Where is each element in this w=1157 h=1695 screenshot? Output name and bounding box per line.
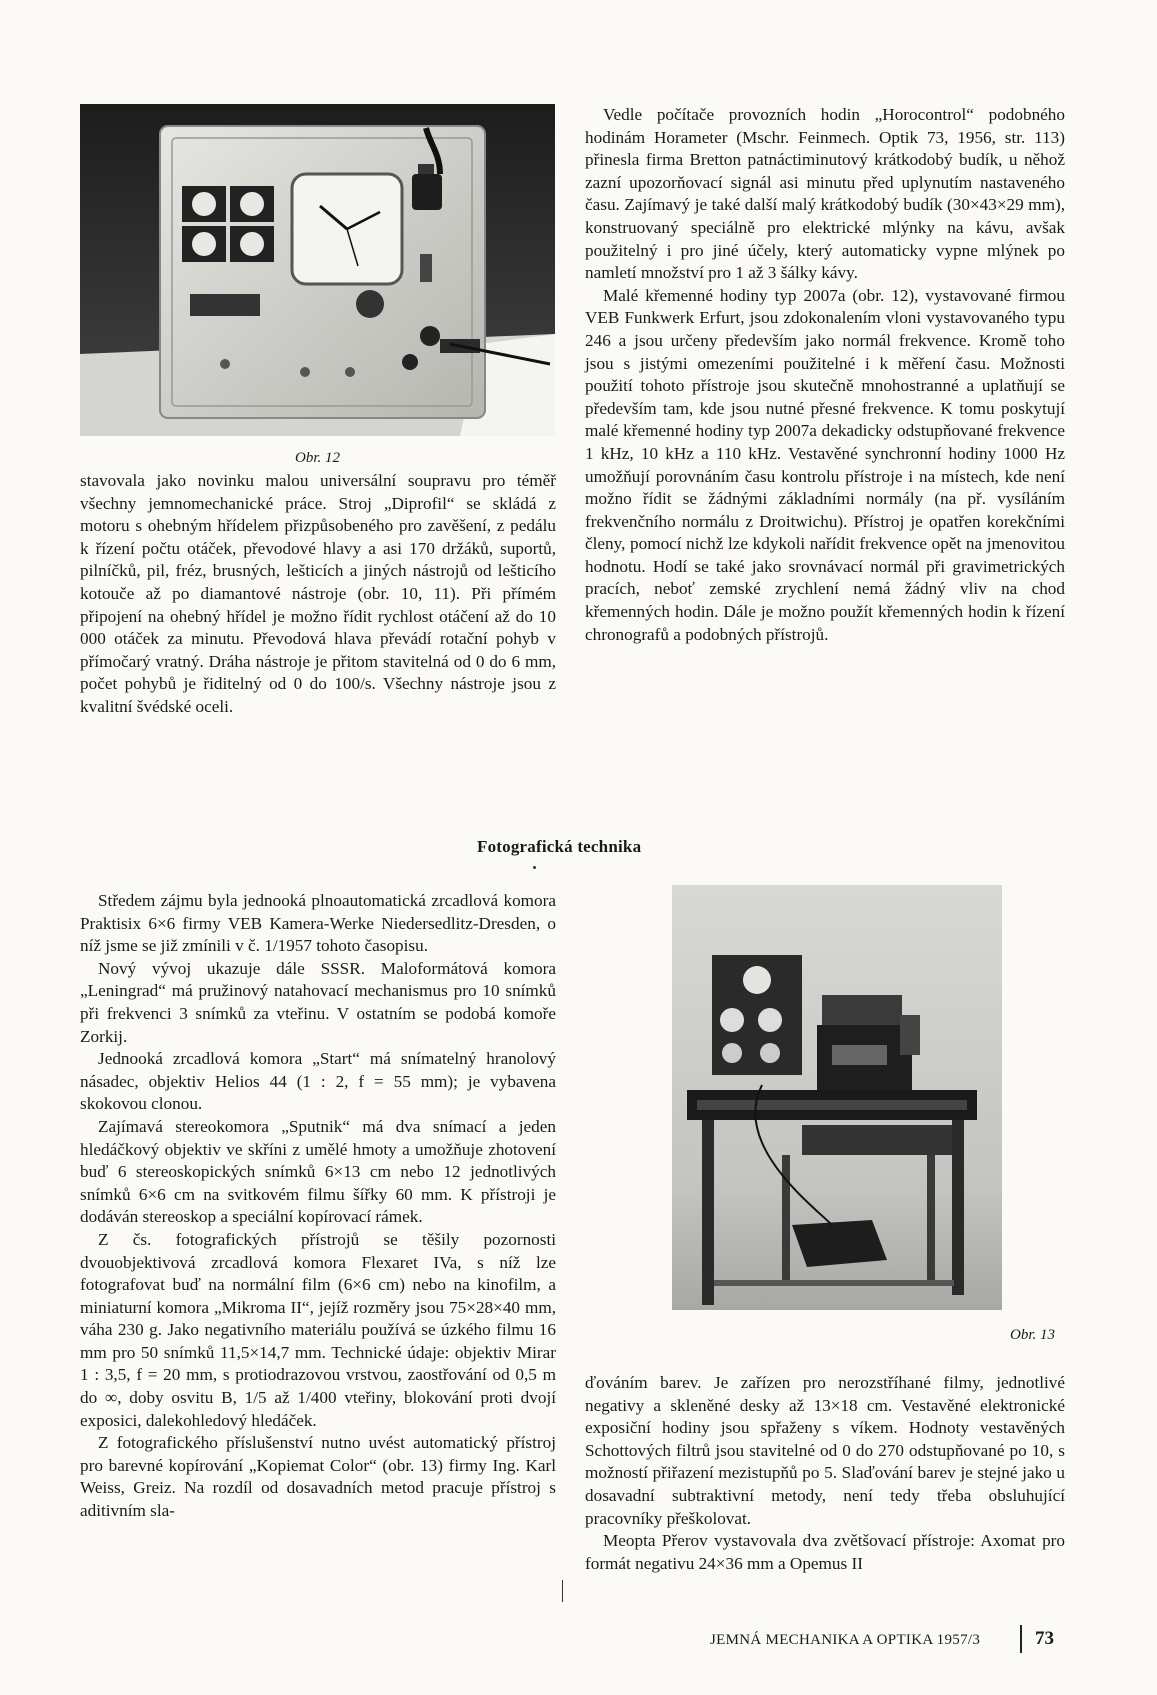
bottom-left-paragraph-5: Z čs. fotografických přístrojů se těšily pozornosti dvouobjektivová zrcadlová komora Flexaret IVa, s níž lze fotografovat buď na normální film (6×6 cm) nebo na kinofilm, a miniaturní komora „Mikroma II“, jejíž rozměry jsou 75×28×40 mm, váha 230 g. Jako negativního materiálu používá se úzkého filmu 16 mm pro 50 snímků 11,5×14,7 mm. Technické údaje: objektiv Mirar 1 : 3,5, f = 20 mm, s protiodrazovou vrstvou, zaostřování od 0,5 m do ∞, doby osvitu B, 1/5 až 1/400 vteřiny, blokování proti dvojí exposici, dalekohledový hledáček. bbox=[80, 1229, 556, 1430]
figure-12-photo bbox=[80, 104, 555, 436]
figure-13-photo bbox=[672, 885, 1002, 1310]
top-right-paragraph-1: Vedle počítače provozních hodin „Horocontrol“ podobného hodinám Horameter (Mschr. Feinmech. Optik 73, 1956, str. 113) přinesla firma Bretton patnáctiminutový krátkodobý budík, u něhož zazní upozorňovací signál asi minutu před uplynutím nastaveného času. Zajímavý je také další malý krátkodobý budík (30×43×29 mm), konstruovaný speciálně pro elektrické mlýnky na kávu, avšak použitelný i pro jiné účely, který automaticky vypne mlýnek po namletí množství pro 1 až 3 šálky kávy. bbox=[585, 105, 1065, 283]
bottom-left-paragraph-3: Jednooká zrcadlová komora „Start“ má snímatelný hranolový násadec, objektiv Helios 44 (1 : 2, f = 55 mm); je vybavena skokovou clonou. bbox=[80, 1049, 556, 1114]
bottom-right-column bbox=[585, 1372, 1065, 1575]
bottom-left-column bbox=[80, 890, 556, 1523]
section-divider-dot bbox=[533, 866, 536, 869]
page-number: 73 bbox=[1035, 1628, 1054, 1649]
top-left-paragraph-1: stavovala jako novinku malou universální soupravu pro téměř všechny jemnomechanické práce. Stroj „Diprofil“ se skládá z motoru s ohebným hřídelem přizpůsobeného pro zavěšení, z pedálu k řízení počtu otáček, převodové hlavy a asi 170 držáků, suportů, pilníčků, pil, fréz, brusných, lešticích a jiných nástrojů od lešticího kotouče až po diamantové nástroje (obr. 10, 11). Při přímém připojení na ohebný hřídel je možno řídit rychlost otáčení až do 10 000 otáček za minutu. Převodová hlava převádí rotační pohyb v přímočarý vratný. Dráha nástroje je přitom stavitelná od 0 do 6 mm, počet pohybů je řiditelný od 0 do 100/s. Všechny nástroje jsou z kvalitní švédské oceli. bbox=[80, 471, 556, 716]
top-left-column bbox=[80, 470, 556, 719]
journal-footer: JEMNÁ MECHANIKA A OPTIKA 1957/3 bbox=[710, 1632, 981, 1648]
bottom-left-paragraph-6: Z fotografického příslušenství nutno uvést automatický přístroj pro barevné kopírování „Kopiemat Color“ (obr. 13) firmy Ing. Karl Weiss, Greiz. Na rozdíl od dosavadních metod pracuje přístroj s aditivním sla- bbox=[80, 1433, 556, 1521]
column-divider bbox=[562, 1580, 563, 1602]
top-right-paragraph-2: Malé křemenné hodiny typ 2007a (obr. 12), vystavované firmou VEB Funkwerk Erfurt, jsou zdokonalením vloni vystavovaného typu 246 a jsou určeny především jako normál frekvence. Kromě toho jsou s jistými omezeními použitelné i k měření času. Možnosti použití tohoto přístroje jsou skutečně mnohostranné a uplatňují se především tam, kde jsou nutné přesné frekvence. K tomu poskytují malé křemenné hodiny typ 2007a dekadicky odstupňované frekvence 1 kHz, 10 kHz a 110 kHz. Vestavěné synchronní hodiny 1000 Hz umožňují porovnáním času kontrolu přístroje i na místech, kde není možno řídit se žádnými základními normály (na př. vysíláním frekvenčního normálu z Droitwichu). Přístroj je opatřen korekčními členy, pomocí nichž lze kdykoli nařídit frekvence opět na jmenovitou hodnotu. Hodí se také jako srovnávací normál při gravimetrických pracích, neboť zemské zrychlení nemá žádný vliv na chod křemenných hodin. Dále je možno použít křemenných hodin k řízení chronografů a podobných přístrojů. bbox=[585, 285, 1065, 644]
figure-12-caption: Obr. 12 bbox=[295, 450, 341, 466]
bottom-left-paragraph-4: Zajímavá stereokomora „Sputnik“ má dva snímací a jeden hledáčkový objektiv ve skříni z umělé hmoty a umožňuje zhotovení buď 6 stereoskopických snímků 6×13 cm nebo 12 jednotlivých snímků 6×6 cm na svitkovém filmu šířky 60 mm. K přístroji je dodáván stereoskop a speciální kopírovací rámek. bbox=[80, 1116, 556, 1227]
bottom-right-paragraph-2: Meopta Přerov vystavovala dva zvětšovací přístroje: Axomat pro formát negativu 24×36 mm a Opemus II bbox=[585, 1531, 1065, 1573]
figure-13-caption: Obr. 13 bbox=[1010, 1327, 1056, 1343]
bottom-left-paragraph-2: Nový vývoj ukazuje dále SSSR. Maloformátová komora „Leningrad“ má pružinový natahovací mechanismus pro 10 snímků při frekvenci 3 snímků za vteřinu. V ostatním se podobá komoře Zorkij. bbox=[80, 958, 556, 1046]
section-title: Fotografická technika bbox=[477, 837, 642, 856]
footer-separator bbox=[1020, 1625, 1022, 1653]
top-right-column bbox=[585, 104, 1065, 646]
bottom-right-paragraph-1: ďováním barev. Je zařízen pro nerozstříhané filmy, jednotlivé negativy a skleněné desky až 13×18 cm. Vestavěné elektronické exposiční hodiny jsou spřaženy s víkem. Hodnoty vestavěných Schottových filtrů jsou stavitelné od 0 do 270 odstupňované po 10, s možností přiřazení mezistupňů po 5. Slaďování barev je stejné jako u dosavadní subtraktivní metody, není tedy třeba obsluhující pracovníky přeškolovat. bbox=[585, 1373, 1065, 1528]
bottom-left-paragraph-1: Středem zájmu byla jednooká plnoautomatická zrcadlová komora Praktisix 6×6 firmy VEB Kamera-Werke Niedersedlitz-Dresden, o níž jsme se již zmínili v č. 1/1957 tohoto časopisu. bbox=[80, 891, 556, 956]
